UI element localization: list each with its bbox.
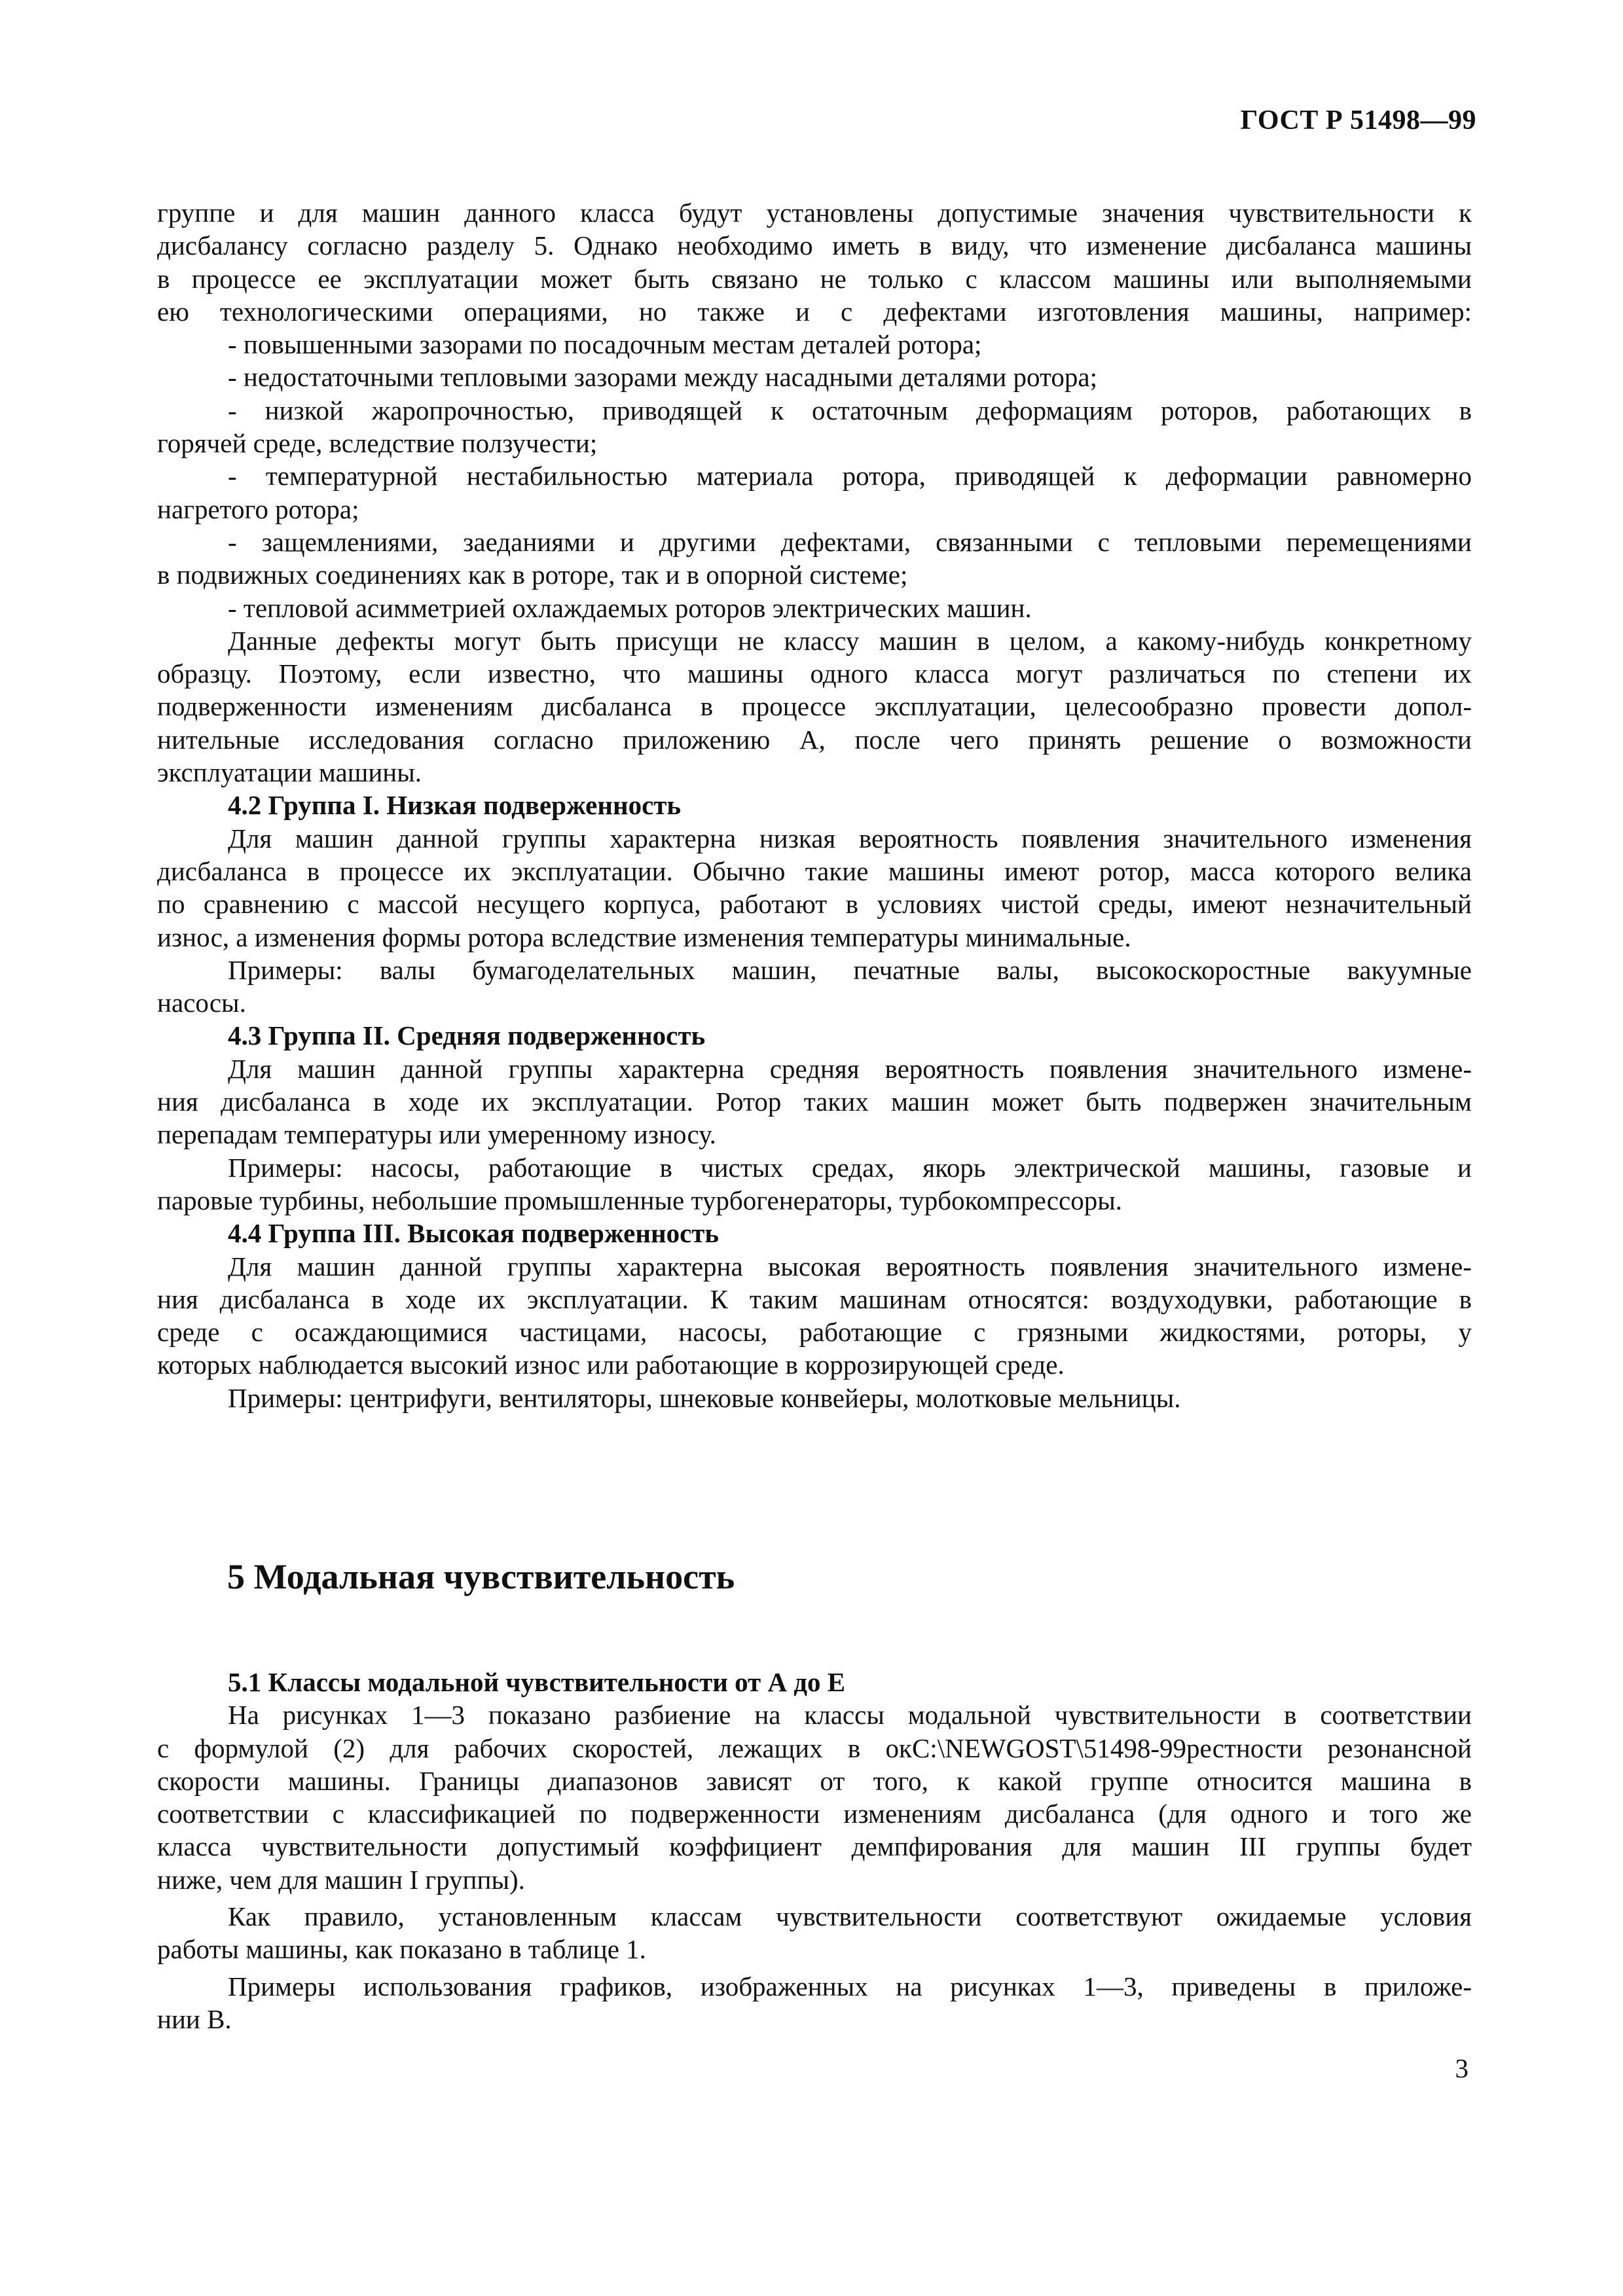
text-line: - температурной нестабильностью материала ротора, приводящей к деформации равномерно: [228, 461, 1472, 492]
text-line: износ, а изменения формы ротора вследствие изменения температуры минимальные.: [157, 922, 1131, 952]
text-line: На рисунках 1—3 показано разбиение на классы модальной чувствительности в соответствии: [228, 1700, 1472, 1731]
text-line: ею технологическими операциями, но также и с дефектами изготовления машины, например:: [157, 296, 1472, 327]
text-line: по сравнению с массой несущего корпуса, работают в условиях чистой среды, имеют незначительный: [157, 889, 1472, 920]
text-line: скорости машины. Границы диапазонов зависят от того, к какой группе относится машина в: [157, 1765, 1472, 1796]
text-line: нительные исследования согласно приложению А, после чего принять решение о возможности: [157, 724, 1472, 755]
section-heading: 5 Модальная чувствительность: [227, 1557, 735, 1596]
text-line: горячей среде, вследствие ползучести;: [157, 428, 598, 459]
text-line: Для машин данной группы характерна низкая вероятность появления значительного изменения: [228, 823, 1472, 853]
subsection-heading: 4.2 Группа I. Низкая подверженность: [228, 790, 682, 821]
text-line: - низкой жаропрочностью, приводящей к остаточным деформациям роторов, работающих в: [228, 395, 1472, 425]
text-line: нии В.: [157, 2003, 232, 2034]
text-line: Как правило, установленным классам чувствительности соответствуют ожидаемые условия: [228, 1901, 1472, 1932]
text-line: - защемлениями, заеданиями и другими дефектами, связанными с тепловыми перемещениями: [228, 526, 1472, 557]
text-line: - недостаточными тепловыми зазорами между насадными деталями ротора;: [228, 362, 1097, 393]
text-line: ния дисбаланса в ходе их эксплуатации. К таким машинам относятся: воздуходувки, работающие в: [157, 1283, 1472, 1314]
text-line: Для машин данной группы характерна средняя вероятность появления значительного измене-: [228, 1053, 1472, 1084]
text-line: в подвижных соединениях как в роторе, так и в опорной системе;: [157, 560, 908, 590]
text-line: дисбалансу согласно разделу 5. Однако необходимо иметь в виду, что изменение дисбаланса машины: [157, 230, 1472, 261]
text-line: образцу. Поэтому, если известно, что машины одного класса могут различаться по степени их: [157, 658, 1472, 689]
subsection-heading: 4.3 Группа II. Средняя подверженность: [228, 1020, 706, 1051]
body-text-upper: [157, 196, 1472, 1414]
text-line: - тепловой асимметрией охлаждаемых роторов электрических машин.: [228, 592, 1032, 623]
text-line: ниже, чем для машин I группы).: [157, 1864, 525, 1895]
text-line: Примеры: насосы, работающие в чистых средах, якорь электрической машины, газовые и: [228, 1152, 1472, 1183]
text-line: класса чувствительности допустимый коэффициент демпфирования для машин III группы будет: [157, 1831, 1472, 1862]
text-line: Примеры: валы бумагоделательных машин, печатные валы, высокоскоростные вакуумные: [228, 954, 1472, 985]
subsection-heading: 4.4 Группа III. Высокая подверженность: [228, 1218, 720, 1249]
text-line: ния дисбаланса в ходе их эксплуатации. Ротор таких машин может быть подвержен значительным: [157, 1086, 1472, 1117]
text-line: среде с осаждающимися частицами, насосы, работающие с грязными жидкостями, роторы, у: [157, 1317, 1472, 1348]
text-line: работы машины, как показано в таблице 1.: [157, 1934, 646, 1965]
body-text-lower: [157, 1666, 1472, 2036]
text-line: дисбаланса в процессе их эксплуатации. Обычно такие машины имеют ротор, масса которого велика: [157, 855, 1472, 886]
text-line: паровые турбины, небольшие промышленные турбогенераторы, турбокомпрессоры.: [157, 1185, 1122, 1215]
text-line: эксплуатации машины.: [157, 757, 422, 788]
text-line: перепадам температуры или умеренному износу.: [157, 1119, 716, 1150]
text-line: которых наблюдается высокий износ или работающие в коррозирующей среде.: [157, 1350, 1065, 1380]
running-header: ГОСТ Р 51498—99: [1240, 105, 1476, 135]
subsection-heading: 5.1 Классы модальной чувствительности от А до Е: [228, 1667, 846, 1697]
text-line: нагретого ротора;: [157, 493, 359, 524]
text-line: соответствии с классификацией по подверженности изменениям дисбаланса (для одного и того же: [157, 1799, 1472, 1829]
text-line: насосы.: [157, 988, 246, 1018]
text-line: в процессе ее эксплуатации может быть связано не только с классом машины или выполняемыми: [157, 263, 1472, 294]
text-line: - повышенными зазорами по посадочным местам деталей ротора;: [228, 329, 982, 360]
text-line: подверженности изменениям дисбаланса в процессе эксплуатации, целесообразно провести допол-: [157, 691, 1472, 722]
text-line: группе и для машин данного класса будут установлены допустимые значения чувствительности к: [157, 198, 1472, 228]
text-line: Примеры: центрифуги, вентиляторы, шнековые конвейеры, молотковые мельницы.: [228, 1382, 1181, 1413]
text-line: с формулой (2) для рабочих скоростей, лежащих в окC:\NEWGOST\51498-99рестности резонансной: [157, 1732, 1472, 1763]
text-line: Примеры использования графиков, изображенных на рисунках 1—3, приведены в приложе-: [228, 1971, 1472, 2001]
text-line: Данные дефекты могут быть присущи не классу машин в целом, а какому-нибудь конкретному: [228, 625, 1472, 656]
text-line: Для машин данной группы характерна высокая вероятность появления значительного измене-: [228, 1251, 1472, 1282]
page-number: 3: [1455, 2053, 1468, 2083]
